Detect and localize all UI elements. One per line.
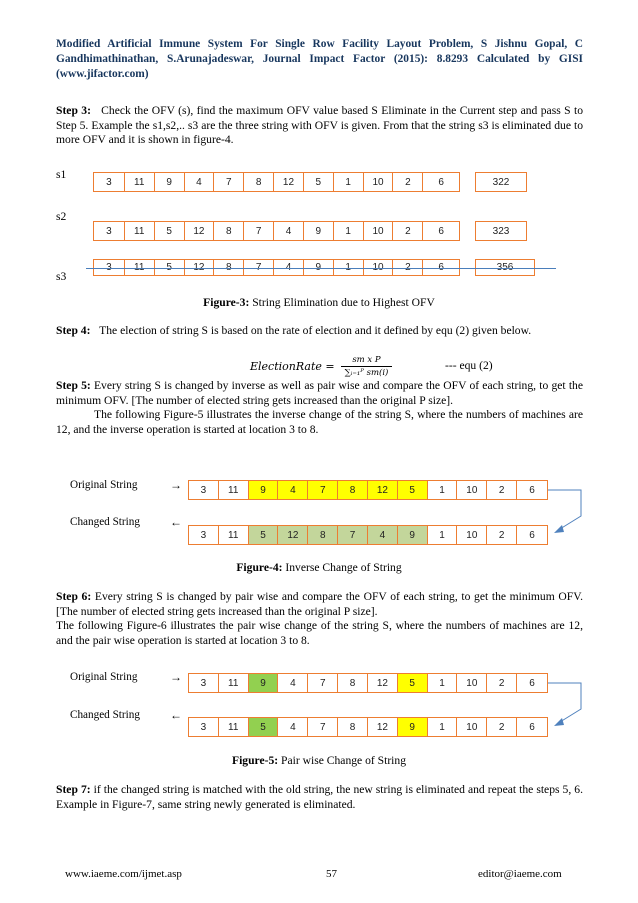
step4-label: Step 4:	[56, 324, 91, 337]
string-cell: 4	[278, 674, 308, 692]
step5-label: Step 5:	[56, 379, 91, 392]
string-cell: 11	[125, 173, 155, 191]
string-cell: 11	[219, 526, 249, 544]
string-cell: 1	[334, 173, 364, 191]
string-cell: 4	[274, 222, 304, 240]
string-cell: 3	[189, 718, 219, 736]
string-cell: 8	[214, 222, 244, 240]
string-cell: 5	[249, 526, 279, 544]
string-cell: 2	[487, 674, 517, 692]
fig5-caption-label: Figure-5:	[232, 754, 279, 767]
string-cell: 4	[278, 718, 308, 736]
string-cell: 5	[304, 173, 334, 191]
fig5-left-arrow-icon: ←	[170, 708, 182, 722]
fig3-s2-label: s2	[56, 210, 67, 223]
string-cell: 4	[185, 173, 215, 191]
string-cell: 1	[334, 222, 364, 240]
string-cell: 6	[529, 484, 535, 496]
string-cell: 8	[338, 481, 368, 499]
footer-email: editor@iaeme.com	[478, 868, 562, 880]
string-cell: 10	[364, 222, 394, 240]
fig4-connector-arrow	[540, 480, 590, 540]
string-cell: 11	[125, 222, 155, 240]
string-cell: 11	[219, 674, 249, 692]
fig5-original-string	[188, 673, 548, 693]
fig5-right-arrow-icon: →	[170, 670, 182, 684]
footer-page-number: 57	[326, 868, 337, 880]
string-cell: 3	[189, 481, 219, 499]
string-cell: 7	[244, 222, 274, 240]
string-cell: 12	[368, 674, 398, 692]
step6-label: Step 6:	[56, 590, 92, 603]
string-cell: 7	[308, 481, 338, 499]
string-cell: 1	[428, 526, 458, 544]
string-cell: 2	[393, 222, 423, 240]
formula-denominator: ∑ᵢ₌₁ᴾ sm(i)	[341, 366, 393, 378]
formula-lhs: ElectionRate =	[250, 360, 335, 373]
string-cell: 9	[304, 222, 334, 240]
fig4-changed-label: Changed String	[70, 516, 140, 528]
string-cell: 11	[219, 481, 249, 499]
fig5-original-label: Original String	[70, 671, 138, 683]
fig3-ofv-s1: 322	[475, 172, 527, 192]
fig5-changed-label: Changed String	[70, 709, 140, 721]
step6-paragraph	[56, 590, 583, 648]
fig4-changed-string	[188, 525, 548, 545]
equation-number: --- equ (2)	[445, 359, 493, 372]
fig3-strikethrough-line	[86, 268, 556, 269]
string-cell: 10	[457, 526, 487, 544]
fig3-ofv-s2: 323	[475, 221, 527, 241]
fig5-connector-arrow	[540, 673, 590, 733]
step7-text: if the changed string is matched with the old string, the new string is eliminated and repeat the steps 5, 6. Example in Figure-7, same string newly generated is eliminated.	[56, 783, 583, 811]
string-cell: 10	[457, 718, 487, 736]
fig3-s1-label: s1	[56, 168, 67, 181]
string-cell: 8	[308, 526, 338, 544]
string-cell: 7	[308, 718, 338, 736]
fig4-original-label: Original String	[70, 479, 138, 491]
running-header: Modified Artificial Immune System For Single Row Facility Layout Problem, S Jishnu Gopal, C Gandhimathinathan, S.Arunajadeswar, Journal Impact Factor (2015): 8.8293 Calculated by GISI (www.jifactor.com)	[56, 38, 583, 80]
string-cell: 9	[249, 481, 279, 499]
string-cell: 10	[457, 674, 487, 692]
string-cell: 8	[338, 718, 368, 736]
fig4-caption-label: Figure-4:	[236, 561, 283, 574]
string-cell: 9	[398, 526, 428, 544]
string-cell: 12	[368, 718, 398, 736]
footer-url: www.iaeme.com/ijmet.asp	[65, 868, 182, 880]
string-cell: 7	[214, 173, 244, 191]
string-cell: 10	[457, 481, 487, 499]
string-cell: 8	[244, 173, 274, 191]
fig3-caption	[0, 296, 638, 309]
election-rate-formula	[250, 355, 392, 378]
string-cell: 6	[438, 225, 444, 237]
fig4-right-arrow-icon: →	[170, 478, 182, 492]
string-cell: 1	[428, 481, 458, 499]
string-cell: 1	[428, 674, 458, 692]
fig4-original-string	[188, 480, 548, 500]
string-cell: 11	[219, 718, 249, 736]
string-cell: 6	[529, 721, 535, 733]
string-cell: 2	[393, 173, 423, 191]
string-cell: 5	[155, 222, 185, 240]
step4-paragraph	[56, 324, 583, 339]
string-cell: 5	[398, 674, 428, 692]
step3-label: Step 3:	[56, 104, 91, 117]
string-cell: 2	[487, 526, 517, 544]
string-cell: 6	[529, 529, 535, 541]
fig4-left-arrow-icon: ←	[170, 515, 182, 529]
string-cell: 9	[398, 718, 428, 736]
fig3-s3-label: s3	[56, 270, 67, 283]
string-cell: 7	[308, 674, 338, 692]
step6-text2: The following Figure-6 illustrates the pair wise change of the string S, where the numbers of machines are 12, and the pair wise operation is started at location 3 to 8.	[56, 619, 583, 647]
fig5-caption-text: Pair wise Change of String	[278, 754, 406, 767]
string-cell: 5	[398, 481, 428, 499]
fig3-string-s2	[93, 221, 460, 241]
formula-numerator: sm x P	[352, 355, 381, 365]
string-cell: 2	[487, 481, 517, 499]
fig4-caption	[0, 561, 638, 574]
formula-fraction	[341, 355, 393, 378]
string-cell: 3	[189, 674, 219, 692]
string-cell: 4	[368, 526, 398, 544]
fig5-changed-string	[188, 717, 548, 737]
string-cell: 3	[189, 526, 219, 544]
string-cell: 6	[529, 677, 535, 689]
fig3-caption-text: String Elimination due to Highest OFV	[249, 296, 435, 309]
fig3-caption-label: Figure-3:	[203, 296, 250, 309]
step7-paragraph	[56, 783, 583, 812]
step4-text: The election of string S is based on the rate of election and it defined by equ (2) given below.	[99, 324, 532, 337]
string-cell: 12	[274, 173, 304, 191]
step5-paragraph	[56, 379, 583, 437]
step3-text: Check the OFV (s), find the maximum OFV value based S Eliminate in the Current step and pass S to Step 5. Example the s1,s2,.. s3 are the three string with OFV is given. From that the string s3 is eliminated due to more OFV and it is shown in figure-4.	[56, 104, 583, 147]
string-cell: 2	[487, 718, 517, 736]
string-cell: 1	[428, 718, 458, 736]
string-cell: 12	[278, 526, 308, 544]
step3-paragraph	[56, 104, 583, 148]
string-cell: 3	[94, 222, 125, 240]
step5-text: Every string S is changed by inverse as well as pair wise and compare the OFV of each string, to get the minimum OFV. [The number of elected string gets increased than the original P size].	[56, 379, 583, 407]
string-cell: 4	[278, 481, 308, 499]
fig4-caption-text: Inverse Change of String	[282, 561, 402, 574]
fig5-caption	[0, 754, 638, 767]
step5-text2: The following Figure-5 illustrates the inverse change of the string S, where the numbers of machines are 12, and the inverse operation is started at location 3 to 8.	[56, 408, 583, 436]
string-cell: 9	[249, 674, 279, 692]
step7-label: Step 7:	[56, 783, 91, 796]
step6-text: Every string S is changed by pair wise and compare the OFV of each string, to get the minimum OFV. [The number of elected string gets increased than the original P size].	[56, 590, 583, 618]
string-cell: 7	[338, 526, 368, 544]
string-cell: 12	[185, 222, 215, 240]
fig3-string-s1	[93, 172, 460, 192]
string-cell: 6	[438, 176, 444, 188]
string-cell: 5	[249, 718, 279, 736]
string-cell: 9	[155, 173, 185, 191]
string-cell: 8	[338, 674, 368, 692]
string-cell: 10	[364, 173, 394, 191]
string-cell: 12	[368, 481, 398, 499]
string-cell: 3	[94, 173, 125, 191]
